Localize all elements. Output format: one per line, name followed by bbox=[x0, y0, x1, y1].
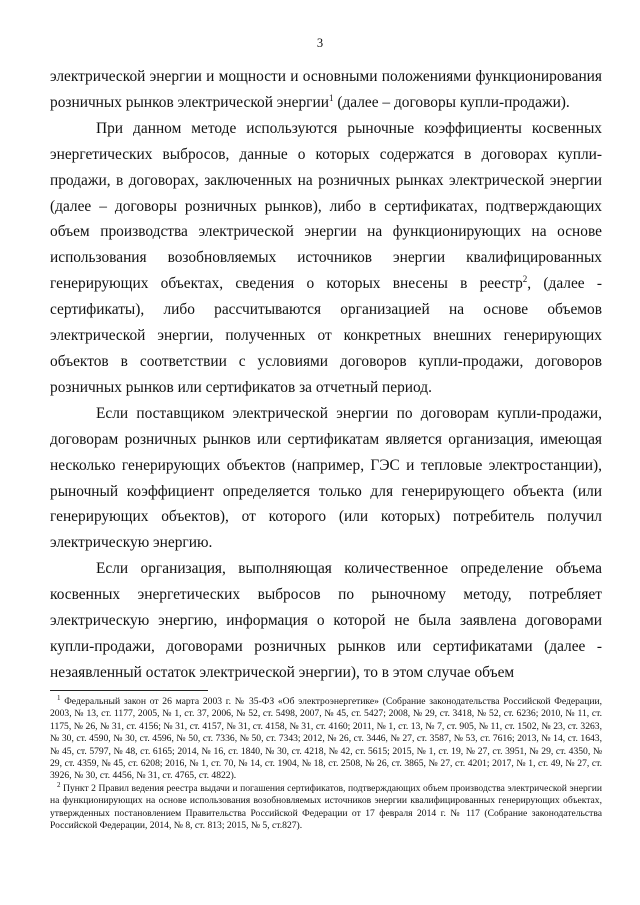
paragraph-1-text-a: При данном методе используются рыночные коэффициенты косвенных энергетических выбросов, данные о которых содержатся в договорах купли-продажи, в договорах, заключенных на розничных рынках электрической энергии (далее – договоры розничных рынков), либо в сертификатах, подтверждающих объем производства электрической энергии на функционирующих на основе использования возобновляемых источников энергии квалифицированных генерирующих объектах, сведения о которых внесены в реестр bbox=[50, 119, 602, 293]
footnote-2-mark: 2 bbox=[57, 780, 61, 789]
paragraph-2-text: Если поставщиком электрической энергии по договорам купли-продажи, договорам розничных рынков или сертификатам является организация, имеющая несколько генерирующих объектов (например, ГЭС и тепловые электростанции), рыночный коэффициент определяется только для генерирующего объекта (или генерирующих объектов), от которого (или которых) потребитель получил электрическую энергию. bbox=[50, 404, 602, 552]
footnote-1-mark: 1 bbox=[57, 693, 61, 702]
footnote-2-text: Пункт 2 Правил ведения реестра выдачи и погашения сертификатов, подтверждающих объем производства электрической энергии на функционирующих на основе использования возобновляемых источников энергии квалифицированных генерирующих объектах, утвержденных постановлением Правительства Российской Федерации от 17 февраля 2014 г. № 117 (Собрание законодательства Российской Федерации, 2014, № 8, ст. 813; 2015, № 5, ст.827). bbox=[50, 782, 602, 832]
body-text bbox=[50, 64, 602, 686]
footnote-2 bbox=[50, 780, 602, 833]
footnote-1 bbox=[50, 693, 602, 783]
footnotes bbox=[50, 693, 602, 832]
paragraph-1-text-b: , (далее - сертификаты), либо рассчитываются организацией на основе объемов электрической энергии, полученных от конкретных внешних генерирующих объектов в соответствии с условиями договоров купли-продажи, договоров розничных рынков или сертификатов за отчетный период. bbox=[50, 275, 602, 396]
paragraph-0 bbox=[50, 64, 602, 116]
footnote-separator bbox=[50, 690, 208, 691]
footnote-1-text: Федеральный закон от 26 марта 2003 г. № 35-ФЗ «Об электроэнергетике» (Собрание законодательства Российской Федерации, 2003, № 13, ст. 1177, 2005, № 1, ст. 37, 2006, № 52, ст. 5498, 2007, № 45, ст. 5427; 2008, № 29, ст. 3418, № 52, ст. 6236; 2010, № 11, ст. 1175, № 26, № 31, ст. 4156; № 31, ст. 4157, № 31, ст. 4158, № 31, ст. 4160; 2011, № 1, ст. 13, № 7, ст. 905, № 11, ст. 1502, № 23, ст. 3263, № 30, ст. 4590, № 30, ст. 4596, № 50, ст. 7336, № 50, ст. 7343; 2012, № 26, ст. 3446, № 27, ст. 3587, № 53, ст. 7616; 2013, № 14, ст. 1643, № 45, ст. 5797, № 48, ст. 6165; 2014, № 16, ст. 1840, № 30, ст. 4218, № 42, ст. 5615; 2015, № 1, ст. 19, № 27, ст. 3951, № 29, ст. 4350, № 29, ст. 4359, № 45, ст. 6208; 2016, № 1, ст. 70, № 14, ст. 1904, № 18, ст. 2508, № 26, ст. 3865, № 27, ст. 4201; 2017, № 1, ст. 49, № 27, ст. 3926, № 30, ст. 4456, № 31, ст. 4765, ст. 4822). bbox=[50, 696, 602, 782]
paragraph-1 bbox=[50, 116, 602, 401]
paragraph-3-text: Если организация, выполняющая количественное определение объема косвенных энергетических выбросов по рыночному методу, потребляет электрическую энергию, информация о которой не была заявлена договорами купли-продажи, договорами розничных рынков или сертификатами (далее - незаявленный остаток электрической энергии), то в этом случае объем bbox=[50, 560, 602, 681]
paragraph-0-text-a: электрической энергии и мощности и основными положениями функционирования розничных рынков электрической энергии bbox=[50, 68, 602, 111]
paragraph-0-text-b: (далее – договоры купли-продажи). bbox=[333, 93, 570, 111]
page-number: 3 bbox=[316, 36, 324, 50]
footnote-ref-2: 2 bbox=[522, 274, 528, 285]
paragraph-2 bbox=[50, 401, 602, 556]
footnote-ref-1: 1 bbox=[328, 92, 334, 103]
paragraph-3 bbox=[50, 556, 602, 686]
